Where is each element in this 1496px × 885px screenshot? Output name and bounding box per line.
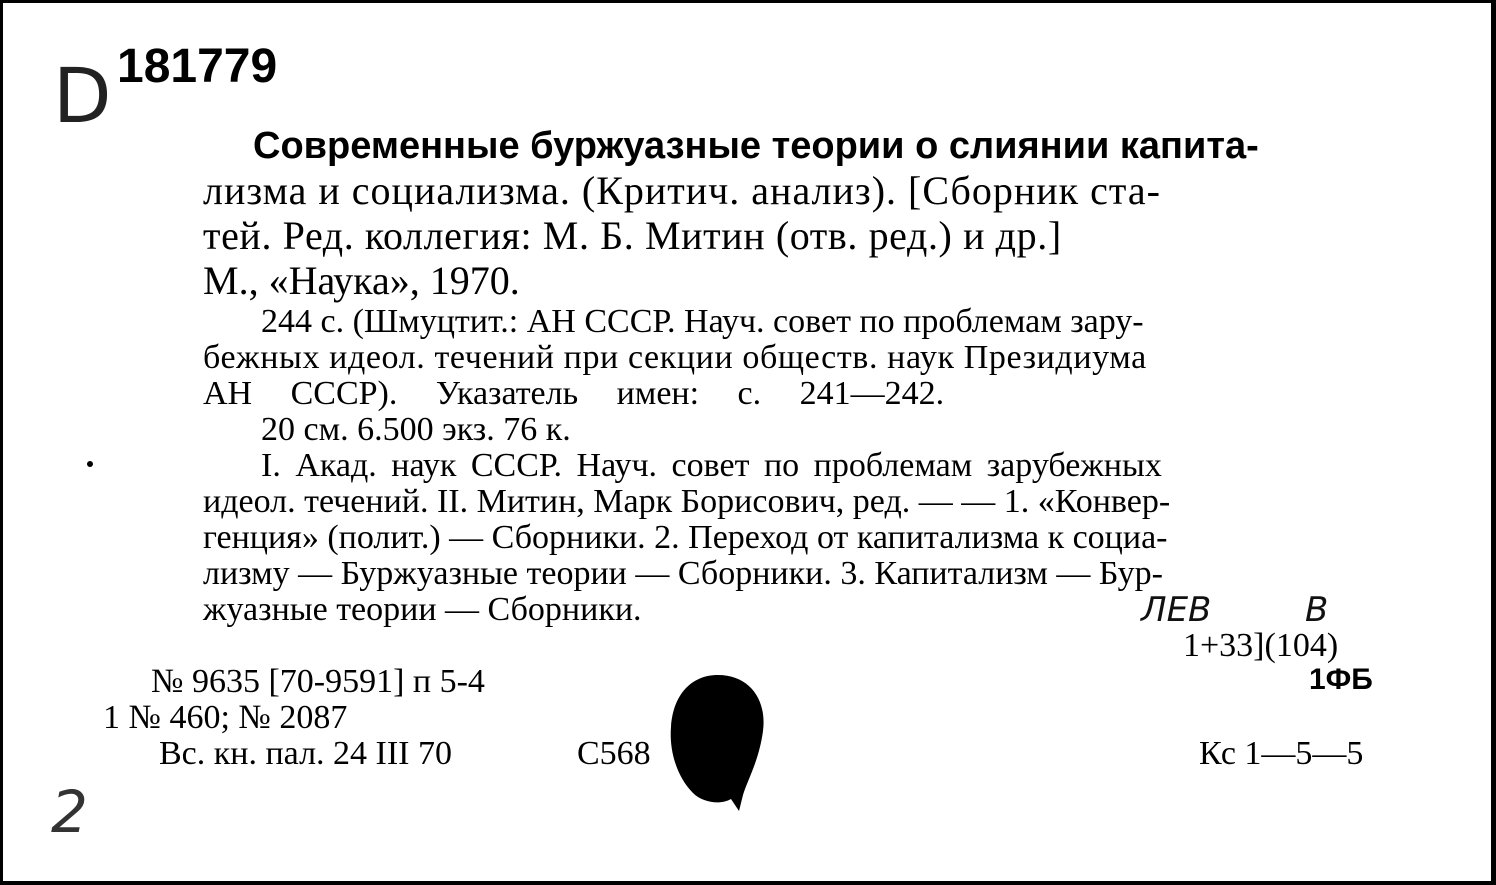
handwritten-mark: ЛЕВ: [1141, 590, 1212, 630]
call-number: 181779: [117, 40, 278, 93]
title-line-4: М., «Наука», 1970.: [203, 258, 520, 303]
margin-dot: [87, 461, 93, 467]
description-line-4: 20 см. 6.500 экз. 76 к.: [261, 411, 571, 448]
title-line-1: Современные буржуазные теории о слиянии капита-: [253, 125, 1259, 167]
punch-hole: [663, 669, 773, 817]
footer-line-3: Вс. кн. пал. 24 III 70: [159, 735, 453, 772]
description-line-2: бежных идеол. течений при секции обществ. наук Президиума: [203, 339, 1147, 376]
description-line-1: 244 с. (Шмуцтит.: АН СССР. Науч. совет по проблемам зару-: [261, 303, 1144, 340]
subject-line-3: генция» (полит.) — Сборники. 2. Переход от капитализма к социа-: [203, 519, 1168, 556]
catalog-card: [3, 3, 1491, 881]
subject-line-5: жуазные теории — Сборники.: [203, 591, 642, 628]
footer-line-2: 1 № 460; № 2087: [103, 699, 348, 736]
call-letter: D: [53, 51, 112, 140]
description-line-3: АН СССР). Указатель имен: с. 241—242.: [203, 375, 945, 412]
subject-line-4: лизму — Буржуазные теории — Сборники. 3. Капитализм — Бур-: [203, 555, 1163, 592]
class-code: 1+33](104): [1183, 627, 1339, 664]
handwritten-mark-2: В: [1305, 590, 1329, 630]
subject-line-1: I. Акад. наук СССР. Науч. совет по проблемам зарубежных: [261, 447, 1162, 484]
title-line-3: тей. Ред. коллегия: М. Б. Митин (отв. ред.) и др.]: [203, 213, 1062, 258]
subject-line-2: идеол. течений. II. Митин, Марк Борисович, ред. — — 1. «Конвер-: [203, 483, 1171, 520]
corner-handwriting: 2: [51, 778, 88, 846]
class-code-2: 1ФБ: [1309, 663, 1373, 696]
footer-line-1: № 9635 [70-9591] п 5-4: [151, 663, 485, 700]
title-line-2: лизма и социализма. (Критич. анализ). [Сборник ста-: [203, 168, 1161, 213]
footer-right-code: Кс 1—5—5: [1199, 735, 1364, 772]
footer-code: С568: [577, 735, 651, 772]
